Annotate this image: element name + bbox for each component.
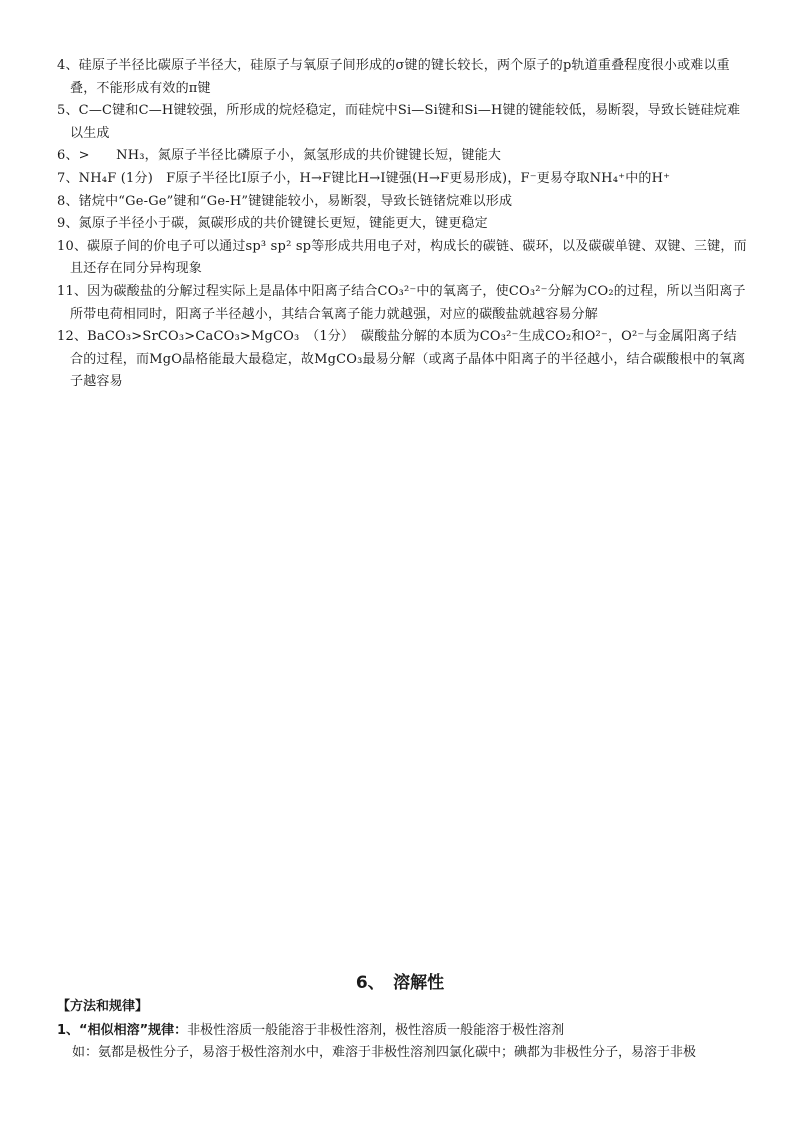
section-title: 6、 溶解性 xyxy=(355,973,445,993)
answer-item-5: 5、C—C键和C—H键较强，所形成的烷烃稳定，而硅烷中Si—Si键和Si—H键的键能较低，易断裂，导致长链硅烷难以生成 xyxy=(57,103,741,141)
answer-item-11: 11、因为碳酸盐的分解过程实际上是晶体中阳离子结合CO₃²⁻中的氧离子，使CO₃²⁻分解为CO₂的过程，所以当阳离子所带电荷相同时，阳离子半径越小，其结合氧离子能力就越强，对应的碳酸盐就越容易分解 xyxy=(57,283,746,322)
rule-line xyxy=(57,1020,757,1042)
example-line: 如：氨都是极性分子，易溶于极性溶剂水中，难溶于非极性溶剂四氯化碳中；碘都为非极性分子，易溶于非极 xyxy=(72,1045,697,1060)
method-heading: 【方法和规律】 xyxy=(57,999,149,1014)
answer-item-10: 10、碳原子间的价电子可以通过sp³ sp² sp等形成共用电子对，构成长的碳链、碳环，以及碳碳单键、双键、三键，而且还存在同分异构现象 xyxy=(57,238,747,277)
answer-item-6: 6、> NH₃，氮原子半径比磷原子小，氮氢形成的共价键键长短，键能大 xyxy=(57,148,502,164)
answer-list xyxy=(57,55,747,394)
rule-label: 1、“相似相溶”规律： xyxy=(57,1023,188,1038)
answer-item-12: 12、BaCO₃>SrCO₃>CaCO₃>MgCO₃ （1分） 碳酸盐分解的本质为CO₃²⁻生成CO₂和O²⁻，O²⁻与金属阳离子结合的过程，而MgO晶格能最大最稳定，故MgCO₃最易分解（或离子晶体中阳离子的半径越小，结合碳酸根中的氧离子越容易 xyxy=(57,329,746,390)
answer-item-7: 7、NH₄F (1分) F原子半径比I原子小，H→F键比H→I键强(H→F更易形成)，F⁻更易夺取NH₄⁺中的H⁺ xyxy=(57,170,671,186)
answer-item-9: 9、氮原子半径小于碳，氮碳形成的共价键键长更短，键能更大，键更稳定 xyxy=(57,216,488,232)
answer-item-8: 8、锗烷中“Ge-Ge”键和“Ge-H”键键能较小，易断裂，导致长链锗烷难以形成 xyxy=(57,193,513,209)
rule-text: 非极性溶质一般能溶于非极性溶剂，极性溶质一般能溶于极性溶剂 xyxy=(187,1023,565,1038)
answer-item-4: 4、硅原子半径比碳原子半径大，硅原子与氧原子间形成的σ键的键长较长，两个原子的p轨道重叠程度很小或难以重叠，不能形成有效的π键 xyxy=(57,58,730,96)
